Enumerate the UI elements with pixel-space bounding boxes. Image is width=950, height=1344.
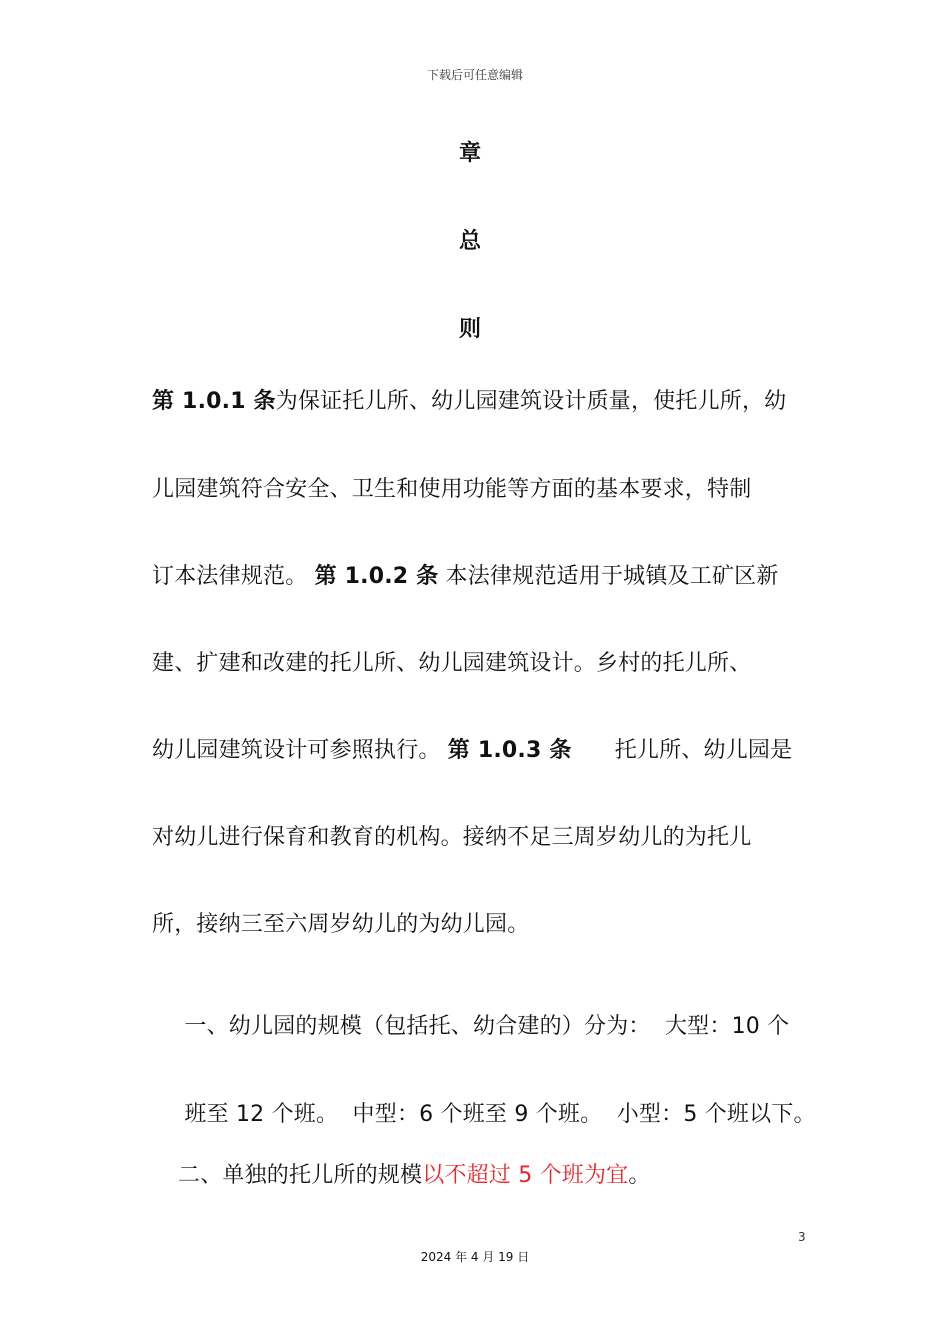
body-line-9 (170, 1072, 816, 1128)
highlighted-text: 以不超过 5 个班为宜 (422, 1163, 629, 1188)
body-text: 为保证托儿所、幼儿园建筑设计质量，使托儿所，幼 (275, 389, 787, 414)
body-line-1 (152, 384, 786, 415)
page-header: 下载后可任意编辑 (426, 68, 523, 82)
body-text: 对幼儿进行保育和教育的机构。接纳不足三周岁幼儿的为托儿 (152, 825, 752, 850)
article-number-1-0-3: 第 1.0.3 条 (447, 738, 572, 763)
body-text: 订本法律规范。 (152, 564, 315, 589)
body-text: 建、扩建和改建的托儿所、幼儿园建筑设计。乡村的托儿所、 (152, 651, 752, 676)
body-line-3 (152, 559, 779, 590)
article-number-1-0-1: 第 1.0.1 条 (152, 389, 276, 414)
body-text: 班至 12 个班。 中型：6 个班至 9 个班。 小型：5 个班以下。 (184, 1102, 816, 1127)
body-text: 一、幼儿园的规模（包括托、幼合建的）分为： 大型：10 个 (184, 1014, 790, 1039)
body-line-6 (152, 820, 751, 851)
body-line-7 (152, 907, 529, 938)
chapter-heading-char-3: 则 (458, 317, 481, 342)
article-number-1-0-2: 第 1.0.2 条 (314, 564, 439, 589)
page-footer-date: 2024 年 4 月 19 日 (420, 1250, 530, 1264)
body-line-5 (152, 733, 792, 764)
chapter-heading-char-1: 章 (458, 141, 481, 166)
body-text: 托儿所、幼儿园是 (571, 738, 793, 763)
body-line-8 (170, 984, 789, 1040)
body-text: 幼儿园建筑设计可参照执行。 (152, 738, 448, 763)
body-text: 。 (628, 1163, 651, 1188)
body-text: 本法律规范适用于城镇及工矿区新 (438, 564, 779, 589)
body-text: 所，接纳三至六周岁幼儿的为幼儿园。 (152, 912, 530, 937)
body-text: 二、单独的托儿所的规模 (178, 1163, 423, 1188)
body-line-4 (152, 646, 751, 677)
body-line-10 (178, 1158, 651, 1189)
body-line-2 (152, 472, 751, 503)
page-number: 3 (798, 1230, 806, 1244)
chapter-heading-char-2: 总 (458, 229, 481, 254)
body-text: 儿园建筑符合安全、卫生和使用功能等方面的基本要求，特制 (152, 477, 752, 502)
